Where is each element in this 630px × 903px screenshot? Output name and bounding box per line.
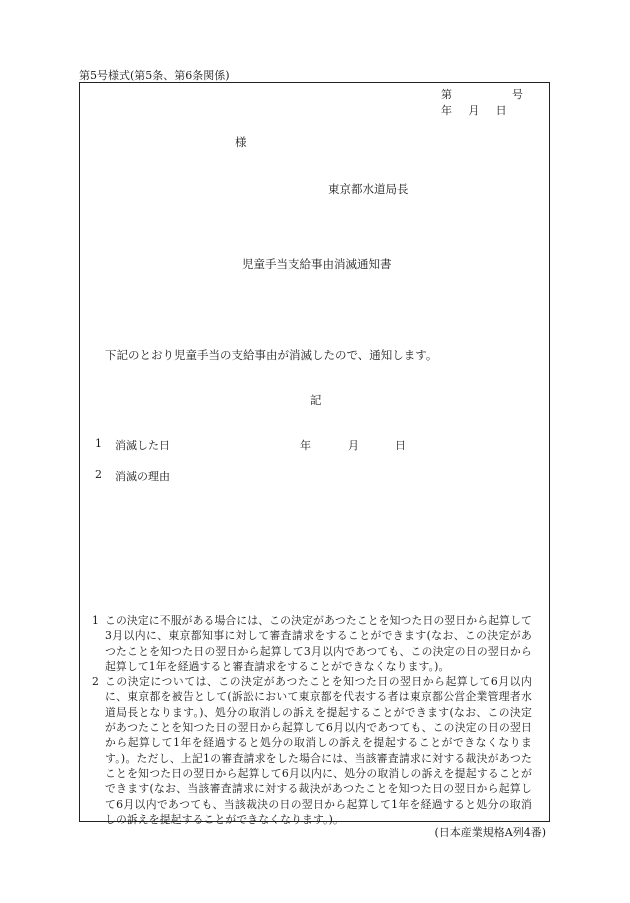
- recipient-suffix: 様: [235, 135, 247, 149]
- number-suffix: 号: [512, 88, 523, 101]
- item-2-label: 消滅の理由: [115, 470, 170, 483]
- paper-size-reference: (日本産業規格A列4番): [434, 826, 546, 839]
- notes-section: [92, 613, 532, 827]
- date-day: 日: [495, 104, 507, 117]
- document-number-date: [441, 88, 523, 118]
- item-1-number: 1: [95, 437, 102, 450]
- ki-heading: 記: [310, 393, 322, 407]
- item-1-day: 日: [395, 439, 406, 452]
- document-title: 児童手当支給事由消滅通知書: [242, 257, 392, 271]
- item-1-year: 年: [300, 439, 311, 452]
- date-year: 年: [441, 104, 452, 117]
- item-2-number: 2: [95, 468, 102, 481]
- note-2-number: 2: [92, 675, 100, 689]
- date-month: 月: [468, 104, 480, 117]
- number-prefix: 第: [441, 88, 452, 101]
- note-1: [92, 613, 532, 674]
- intro-text: 下記のとおり児童手当の支給事由が消滅したので、通知します。: [105, 348, 438, 362]
- note-2-text: この決定については、この決定があつたことを知つた日の翌日から起算して6月以内に、東京都を被告として(訴訟において東京都を代表する者は東京都公営企業管理者水道局長となります。)、処分の取消しの訴えを提起することができます(なお、この決定があつたことを知つた日の翌日から起算して6月以内であつても、この決定の日の翌日から起算して1年を経過すると処分の取消しの訴えを提起することができなくなります。)。ただし、上記1の審査請求をした場合には、当該審査請求に対する裁決があつたことを知つた日の翌日から起算して6月以内に、処分の取消しの訴えを提起することができます(なお、当該審査請求に対する裁決があつたことを知つた日の翌日から起算して6月以内であつても、当該裁決の日の翌日から起算して1年を経過すると処分の取消しの訴えを提起することができなくなります。)。: [105, 675, 532, 826]
- issuer: 東京都水道局長: [328, 182, 409, 196]
- note-2: [92, 674, 532, 827]
- form-label: 第5号様式(第5条、第6条関係): [79, 69, 230, 82]
- item-1-label: 消滅した日: [115, 439, 170, 452]
- note-1-number: 1: [92, 614, 100, 627]
- note-1-text: この決定に不服がある場合には、この決定があつたことを知つた日の翌日から起算して3月以内に、東京都知事に対して審査請求をすることができます(なお、この決定があつたことを知つた日の翌日から起算して3月以内であつても、この決定の日の翌日から起算して1年を経過すると審査請求をすることができなくなります。)。: [105, 614, 532, 673]
- item-1-month: 月: [348, 439, 359, 452]
